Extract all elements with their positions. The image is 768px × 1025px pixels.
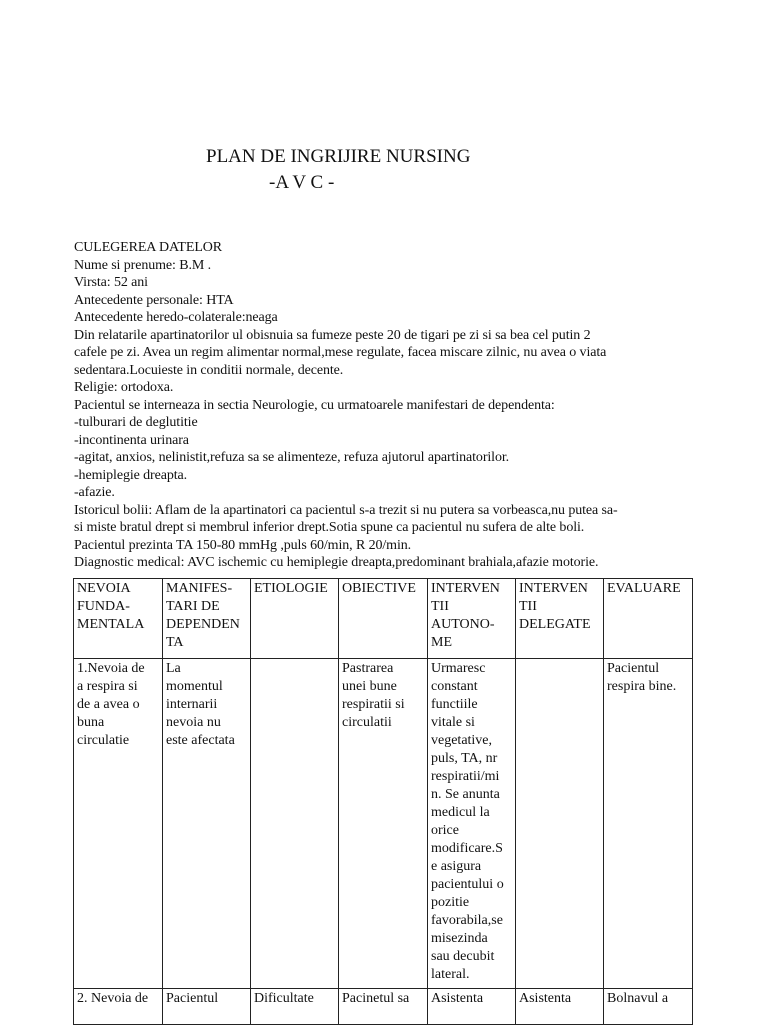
table-cell [516, 659, 604, 989]
table-cell: Pacientul [163, 989, 251, 1025]
table-cell: Bolnavul a [604, 989, 693, 1025]
table-row [74, 989, 693, 1025]
admission-line: Pacientul se interneaza in sectia Neurologie, cu urmatoarele manifestari de dependenta: [74, 397, 555, 413]
patient-age: Virsta: 52 ani [74, 275, 148, 290]
lifestyle-line-3: sedentara.Locuieste in conditii normale, decente. [74, 362, 344, 378]
column-header-delegated-interventions: INTERVEN TII DELEGATE [516, 579, 604, 659]
table-cell: Asistenta [516, 989, 604, 1025]
table-cell: 1.Nevoia de a respira si de a avea o buna circulatie [74, 659, 163, 989]
table-cell: La momentul internarii nevoia nu este afectata [163, 659, 251, 989]
illness-history-line-1: Istoricul bolii: Aflam de la apartinatori ca pacientul s-a trezit si nu putera sa vorbeasca,nu putea sa- [74, 502, 618, 518]
column-header-objectives: OBIECTIVE [339, 579, 428, 659]
column-header-evaluation: EVALUARE [604, 579, 693, 659]
table-cell: Asistenta [428, 989, 516, 1025]
illness-history-line-2: si miste bratul drept si membrul inferior drept.Sotia spune ca pacientul nu sufera de alte boli. [74, 520, 585, 535]
table-cell: Pastrarea unei bune respiratii si circulatii [339, 659, 428, 989]
table-row [74, 659, 693, 989]
patient-name: Nume si prenume: B.M . [74, 257, 212, 273]
vital-signs: Pacientul prezinta TA 150-80 mmHg ,puls 60/min, R 20/min. [74, 537, 412, 553]
dependency-item: -agitat, anxios, nelinistit,refuza sa se alimenteze, refuza ajutorul apartinatorilor. [74, 450, 510, 465]
table-header-row [74, 579, 693, 659]
personal-history: Antecedente personale: HTA [74, 292, 234, 308]
family-history: Antecedente heredo-colaterale:neaga [74, 310, 278, 325]
dependency-item: -afazie. [74, 485, 115, 500]
column-header-need: NEVOIA FUNDA- MENTALA [74, 579, 163, 659]
table-cell: 2. Nevoia de [74, 989, 163, 1025]
table-cell: Pacientul respira bine. [604, 659, 693, 989]
medical-diagnosis: Diagnostic medical: AVC ischemic cu hemiplegie dreapta,predominant brahiala,afazie motorie. [74, 555, 599, 570]
dependency-item: -hemiplegie dreapta. [74, 467, 188, 483]
dependency-item: -tulburari de deglutitie [74, 415, 198, 430]
column-header-autonomous-interventions: INTERVEN TII AUTONO- ME [428, 579, 516, 659]
care-plan-table [73, 578, 693, 1025]
column-header-manifestations: MANIFES- TARI DE DEPENDEN TA [163, 579, 251, 659]
religion: Religie: ortodoxa. [74, 380, 174, 395]
table-cell: Dificultate [251, 989, 339, 1025]
document-title: PLAN DE INGRIJIRE NURSING [206, 146, 471, 167]
data-collection-section [74, 239, 704, 572]
table-cell [251, 659, 339, 989]
dependency-item: -incontinenta urinara [74, 432, 189, 448]
lifestyle-line-1: Din relatarile apartinatorilor ul obisnuia sa fumeze peste 20 de tigari pe zi si sa bea cel putin 2 [74, 327, 591, 343]
lifestyle-line-2: cafele pe zi. Avea un regim alimentar normal,mese regulate, facea miscare zilnic, nu avea o viata [74, 345, 607, 360]
column-header-etiology: ETIOLOGIE [251, 579, 339, 659]
section-heading: CULEGEREA DATELOR [74, 240, 223, 255]
table-cell: Pacinetul sa [339, 989, 428, 1025]
table-cell: Urmaresc constant functiile vitale si vegetative, puls, TA, nr respiratii/mi n. Se anunta medicul la orice modificare.S e asigura pacientului o pozitie favorabila,se misezinda sau decubit lateral. [428, 659, 516, 989]
document-subtitle: -A V C - [269, 172, 335, 193]
